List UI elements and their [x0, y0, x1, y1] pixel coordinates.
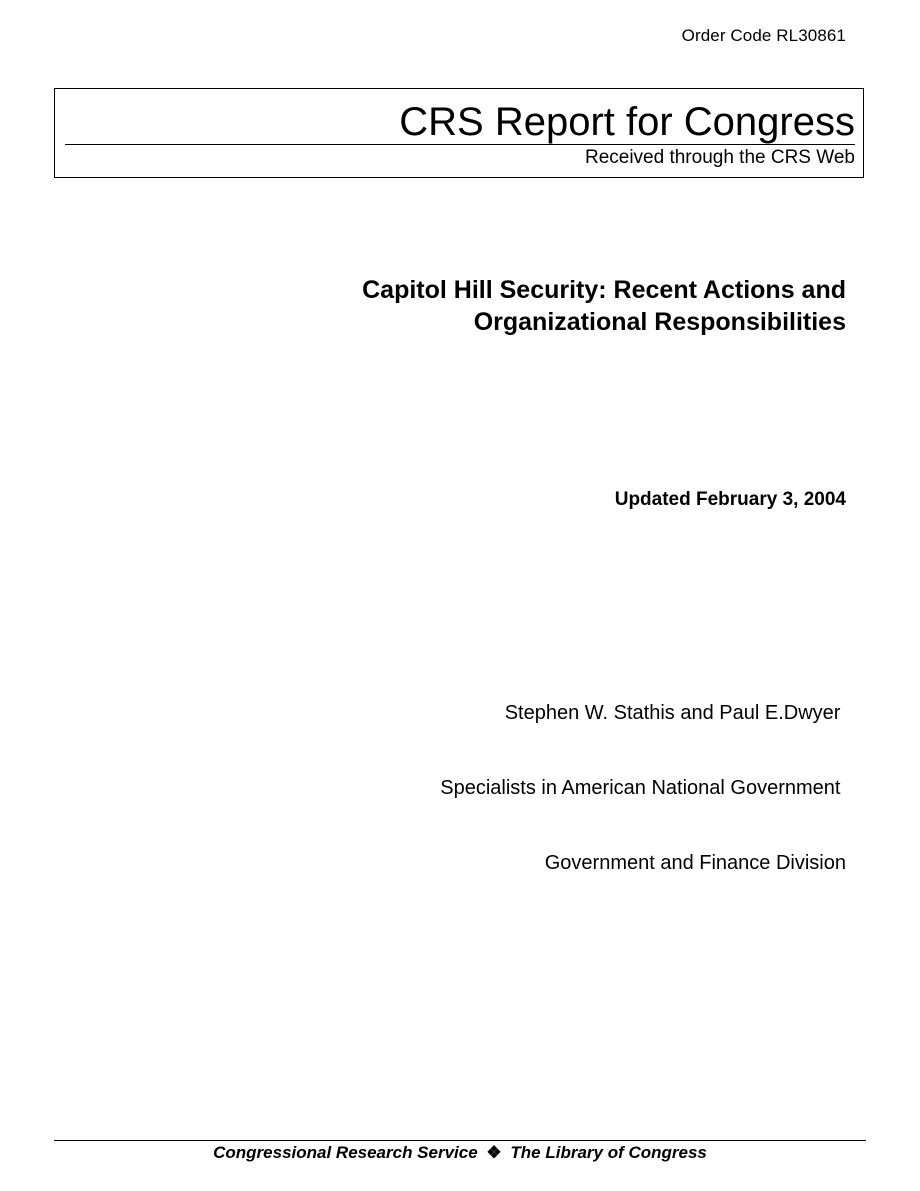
report-title-line-1: Capitol Hill Security: Recent Actions and	[362, 276, 846, 304]
report-header-box	[54, 88, 864, 178]
report-title-line-2: Organizational Responsibilities	[473, 308, 846, 336]
author-division: Government and Finance Division	[544, 852, 846, 874]
report-title	[362, 274, 846, 338]
header-subtitle: Received through the CRS Web	[584, 147, 855, 168]
author-titles: Specialists in American National Government	[440, 777, 846, 799]
footer	[0, 1143, 920, 1163]
authors-block	[440, 651, 846, 901]
header-divider	[65, 144, 855, 145]
author-names: Stephen W. Stathis and Paul E.Dwyer	[504, 702, 846, 724]
diamond-separator-icon: ❖	[486, 1143, 502, 1162]
order-code: Order Code RL30861	[681, 26, 846, 45]
footer-crs: Congressional Research Service	[213, 1143, 478, 1162]
updated-date: Updated February 3, 2004	[614, 489, 846, 510]
header-title: CRS Report for Congress	[399, 100, 855, 144]
footer-library: The Library of Congress	[510, 1143, 707, 1162]
footer-divider	[54, 1140, 866, 1141]
